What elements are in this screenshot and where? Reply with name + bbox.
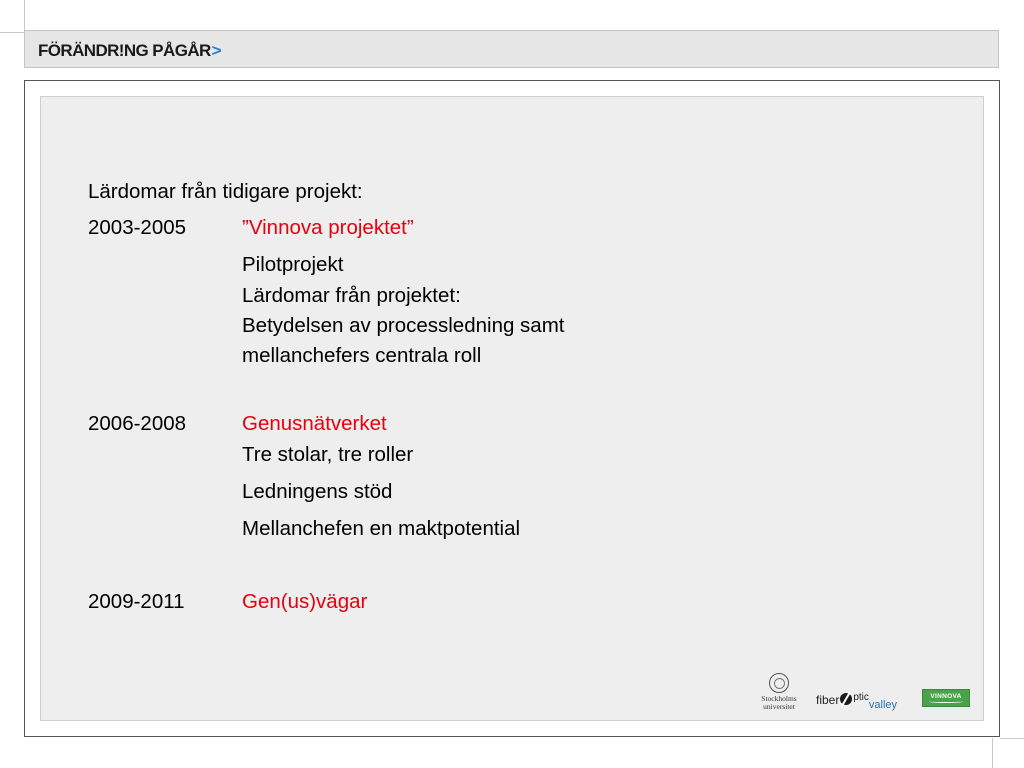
university-seal-icon <box>769 673 789 693</box>
corner-mark-top-left-horizontal <box>0 32 24 33</box>
period-2-line-1: Tre stolar, tre roller <box>242 443 414 466</box>
period-2-line-2: Ledningens stöd <box>242 480 393 503</box>
header-bar <box>24 30 999 68</box>
period-1-line-4: mellanchefers centrala roll <box>242 344 482 367</box>
su-logo-text-line-1: Stockholms <box>761 694 797 703</box>
vinnova-logo-text: VINNOVA <box>930 693 962 700</box>
slide-panel <box>40 96 984 721</box>
fov-valley-text: valley <box>868 699 898 711</box>
corner-mark-top-left <box>24 0 25 30</box>
period-years-3: 2009-2011 <box>88 590 185 613</box>
corner-mark-bottom-right <box>992 738 993 768</box>
corner-mark-bottom-right-horizontal <box>1000 738 1024 739</box>
logo-text: FÖRÄNDR!NG PÅGÅR <box>38 41 211 60</box>
period-title-1: ”Vinnova projektet” <box>242 216 414 239</box>
vinnova-logo <box>922 689 970 707</box>
period-1-line-2: Lärdomar från projektet: <box>242 284 461 307</box>
period-1-line-1: Pilotprojekt <box>242 253 344 276</box>
intro-heading: Lärdomar från tidigare projekt: <box>88 180 363 203</box>
period-years-2: 2006-2008 <box>88 412 187 435</box>
fov-optic-text: ptic <box>853 692 869 703</box>
stockholms-universitet-logo <box>754 673 804 717</box>
fov-fiber-text: fiber <box>816 693 840 707</box>
forandring-pagar-logo <box>38 41 221 61</box>
period-title-2: Genusnätverket <box>242 412 387 435</box>
partner-logos <box>754 673 979 719</box>
slide-frame <box>24 80 1000 737</box>
fov-o-icon <box>840 693 852 705</box>
fiberoptic-valley-logo <box>816 691 897 711</box>
period-1-line-3: Betydelsen av processledning samt <box>242 314 565 337</box>
period-years-1: 2003-2005 <box>88 216 187 239</box>
su-logo-text-line-2: universitet <box>763 702 795 711</box>
period-title-3: Gen(us)vägar <box>242 590 368 613</box>
period-2-line-3: Mellanchefen en maktpotential <box>242 517 521 540</box>
logo-arrow-icon: > <box>211 41 221 60</box>
